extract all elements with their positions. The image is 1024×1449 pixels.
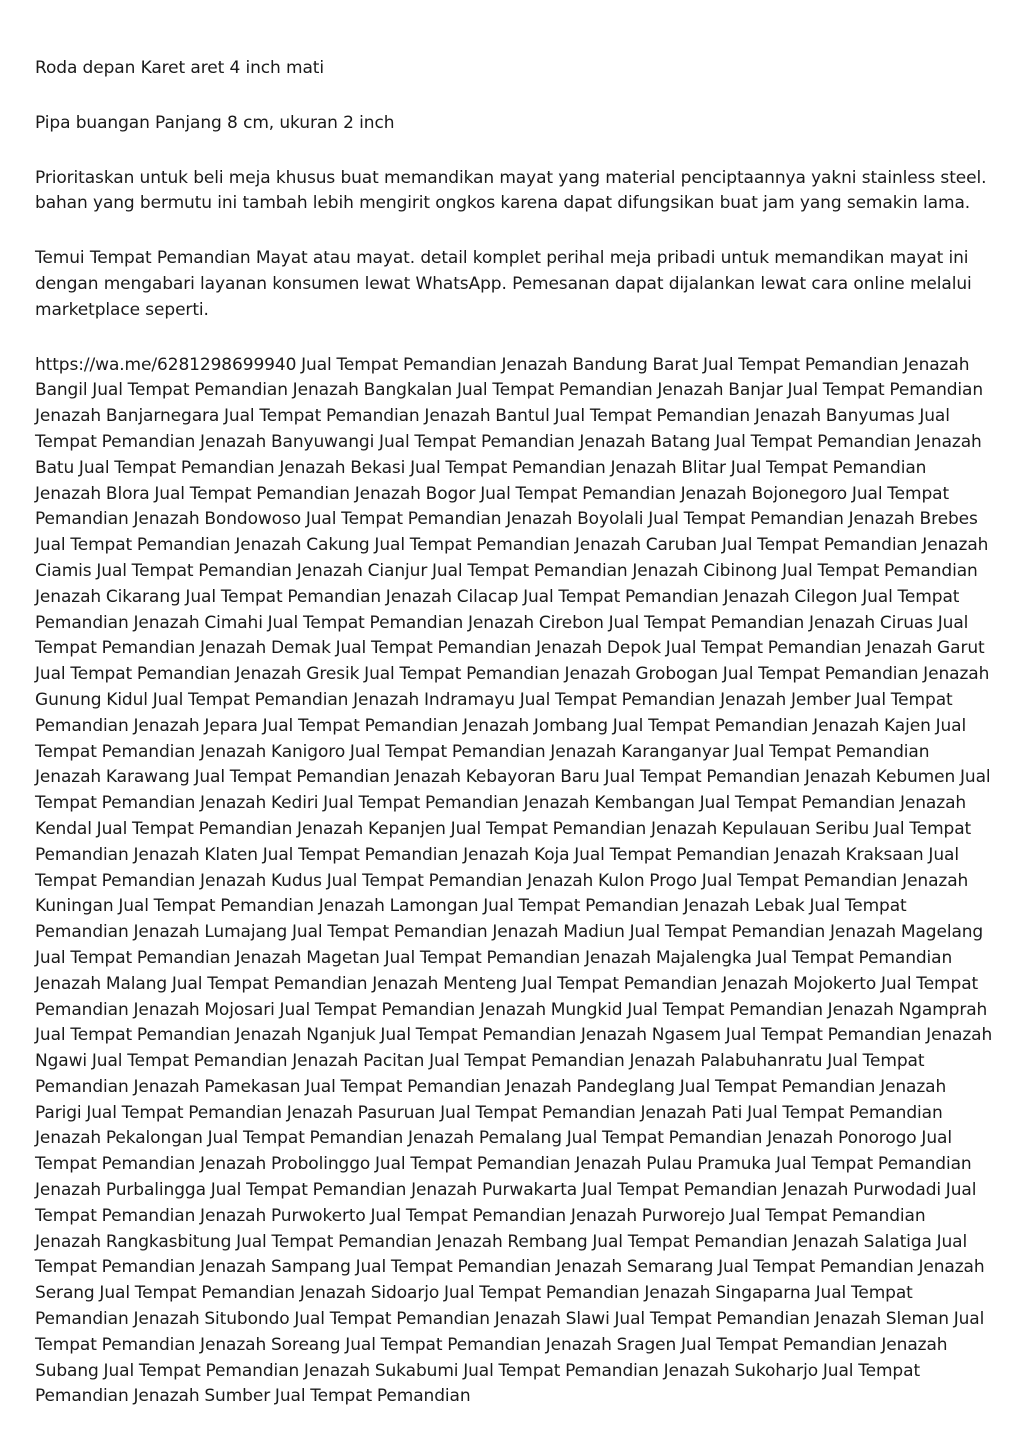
spec-line-wheel: Roda depan Karet aret 4 inch mati — [35, 58, 324, 78]
spec-line-pipe: Pipa buangan Panjang 8 cm, ukuran 2 inch — [35, 112, 395, 133]
paragraph-material: Prioritaskan untuk beli meja khusus buat memandikan mayat yang material penciptaannya yakni stainless steel. bahan yang bermutu ini tambah lebih mengirit ongkos karena dapat difungsikan buat jam yang semakin lama. — [35, 167, 987, 214]
paragraph-contact: Temui Tempat Pemandian Mayat atau mayat. detail komplet perihal meja pribadi untuk memandikan mayat ini dengan mengabari layanan konsumen lewat WhatsApp. Pemesanan dapat dijalankan lewat cara online melalui marketplace seperti. — [35, 248, 972, 320]
paragraph-location-list: https://wa.me/6281298699940 Jual Tempat Pemandian Jenazah Bandung Barat Jual Tempat Pemandian Jenazah Bangil Jual Tempat Pemandian Jenazah Bangkalan Jual Tempat Pemandian Jenazah Banjar Jual Tempat Pemandian Jenazah Banjarnegara Jual Tempat Pemandian Jenazah Bantul Jual Tempat Pemandian Jenazah Banyumas Jual Tempat Pemandian Jenazah Banyuwangi Jual Tempat Pemandian Jenazah Batang Jual Tempat Pemandian Jenazah Batu Jual Tempat Pemandian Jenazah Bekasi Jual Tempat Pemandian Jenazah Blitar Jual Tempat Pemandian Jenazah Blora Jual Tempat Pemandian Jenazah Bogor Jual Tempat Pemandian Jenazah Bojonegoro Jual Tempat Pemandian Jenazah Bondowoso Jual Tempat Pemandian Jenazah Boyolali Jual Tempat Pemandian Jenazah Brebes Jual Tempat Pemandian Jenazah Cakung Jual Tempat Pemandian Jenazah Caruban Jual Tempat Pemandian Jenazah Ciamis Jual Tempat Pemandian Jenazah Cianjur Jual Tempat Pemandian Jenazah Cibinong Jual Tempat Pemandian Jenazah Cikarang Jual Tempat Pemandian Jenazah Cilacap Jual Tempat Pemandian Jenazah Cilegon Jual Tempat Pemandian Jenazah Cimahi Jual Tempat Pemandian Jenazah Cirebon Jual Tempat Pemandian Jenazah Ciruas Jual Tempat Pemandian Jenazah Demak Jual Tempat Pemandian Jenazah Depok Jual Tempat Pemandian Jenazah Garut Jual Tempat Pemandian Jenazah Gresik Jual Tempat Pemandian Jenazah Grobogan Jual Tempat Pemandian Jenazah Gunung Kidul Jual Tempat Pemandian Jenazah Indramayu Jual Tempat Pemandian Jenazah Jember Jual Tempat Pemandian Jenazah Jepara Jual Tempat Pemandian Jenazah Jombang Jual Tempat Pemandian Jenazah Kajen Jual Tempat Pemandian Jenazah Kanigoro Jual Tempat Pemandian Jenazah Karanganyar Jual Tempat Pemandian Jenazah Karawang Jual Tempat Pemandian Jenazah Kebayoran Baru Jual Tempat Pemandian Jenazah Kebumen Jual Tempat Pemandian Jenazah Kediri Jual Tempat Pemandian Jenazah Kembangan Jual Tempat Pemandian Jenazah Kendal Jual Tempat Pemandian Jenazah Kepanjen Jual Tempat Pemandian Jenazah Kepulauan Seribu Jual Tempat Pemandian Jenazah Klaten Jual Tempat Pemandian Jenazah Koja Jual Tempat Pemandian Jenazah Kraksaan Jual Tempat Pemandian Jenazah Kudus Jual Tempat Pemandian Jenazah Kulon Progo Jual Tempat Pemandian Jenazah Kuningan Jual Tempat Pemandian Jenazah Lamongan Jual Tempat Pemandian Jenazah Lebak Jual Tempat Pemandian Jenazah Lumajang Jual Tempat Pemandian Jenazah Madiun Jual Tempat Pemandian Jenazah Magelang Jual Tempat Pemandian Jenazah Magetan Jual Tempat Pemandian Jenazah Majalengka Jual Tempat Pemandian Jenazah Malang Jual Tempat Pemandian Jenazah Menteng Jual Tempat Pemandian Jenazah Mojokerto Jual Tempat Pemandian Jenazah Mojosari Jual Tempat Pemandian Jenazah Mungkid Jual Tempat Pemandian Jenazah Ngamprah Jual Tempat Pemandian Jenazah Nganjuk Jual Tempat Pemandian Jenazah Ngasem Jual Tempat Pemandian Jenazah Ngawi Jual Tempat Pemandian Jenazah Pacitan Jual Tempat Pemandian Jenazah Palabuhanratu Jual Tempat Pemandian Jenazah Pamekasan Jual Tempat Pemandian Jenazah Pandeglang Jual Tempat Pemandian Jenazah Parigi Jual Tempat Pemandian Jenazah Pasuruan Jual Tempat Pemandian Jenazah Pati Jual Tempat Pemandian Jenazah Pekalongan Jual Tempat Pemandian Jenazah Pemalang Jual Tempat Pemandian Jenazah Ponorogo Jual Tempat Pemandian Jenazah Probolinggo Jual Tempat Pemandian Jenazah Pulau Pramuka Jual Tempat Pemandian Jenazah Purbalingga Jual Tempat Pemandian Jenazah Purwakarta Jual Tempat Pemandian Jenazah Purwodadi Jual Tempat Pemandian Jenazah Purwokerto Jual Tempat Pemandian Jenazah Purworejo Jual Tempat Pemandian Jenazah Rangkasbitung Jual Tempat Pemandian Jenazah Rembang Jual Tempat Pemandian Jenazah Salatiga Jual Tempat Pemandian Jenazah Sampang Jual Tempat Pemandian Jenazah Semarang Jual Tempat Pemandian Jenazah Serang Jual Tempat Pemandian Jenazah Sidoarjo Jual Tempat Pemandian Jenazah Singaparna Jual Tempat Pemandian Jenazah Situbondo Jual Tempat Pemandian Jenazah Slawi Jual Tempat Pemandian Jenazah Sleman Jual Tempat Pemandian Jenazah Soreang Jual Tempat Pemandian Jenazah Sragen Jual Tempat Pemandian Jenazah Subang Jual Tempat Pemandian Jenazah Sukabumi Jual Tempat Pemandian Jenazah Sukoharjo Jual Tempat Pemandian Jenazah Sumber Jual Tempat Pemandian — [35, 354, 993, 1407]
document-page — [35, 56, 995, 1410]
